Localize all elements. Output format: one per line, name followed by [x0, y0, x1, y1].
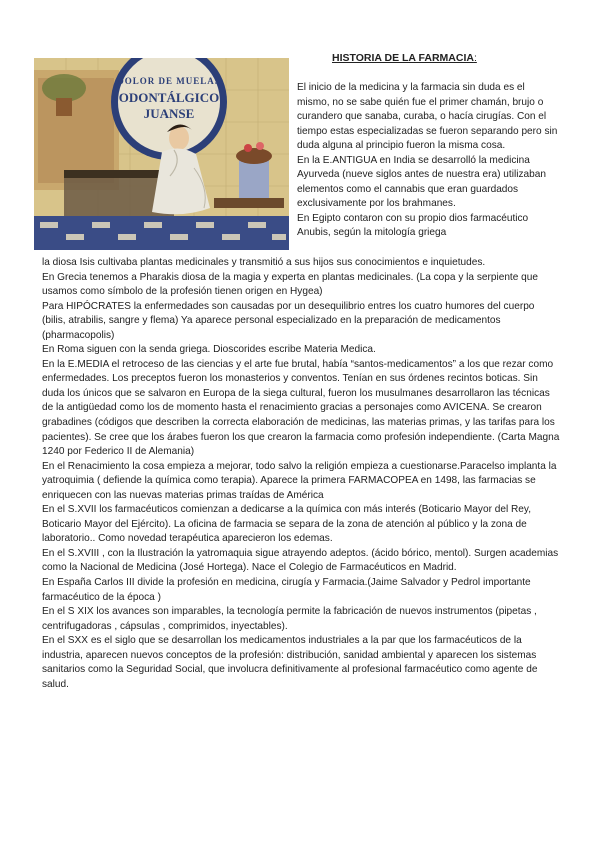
tile-advertisement-image: [34, 58, 289, 250]
intro-paragraph: En Egipto contaron con su propio dios farmacéutico Anubis, según la mitología griega: [297, 212, 529, 239]
body-paragraph: En Roma siguen con la senda griega. Dioscorides escribe Materia Medica.: [42, 344, 376, 356]
body-paragraph: En España Carlos III divide la profesión en medicina, cirugía y Farmacia.(Jaime Salvador y Pedrol importante farmacéutico de la época ): [42, 577, 531, 603]
body-paragraph: Para HIPÓCRATES la enfermedades son causadas por un desequilibrio entres los cuatro humores del cuerpo (bilis, atrabilis, sangre y flema) Ya aparece personal especializado en la preparación de medicamentos (pharmacopolis): [42, 300, 535, 341]
intro-text-column: [297, 81, 559, 241]
sign-line-3: JUANSE: [143, 106, 195, 121]
title-colon: :: [473, 52, 477, 64]
body-paragraph: En Grecia tenemos a Pharakis diosa de la magia y experta en plantas medicinales. (La copa y la serpiente que usamos como símbolo de la profesión tienen origen en Hygea): [42, 271, 538, 298]
main-body-text: [42, 256, 560, 692]
title-text: HISTORIA DE LA FARMACIA: [332, 52, 474, 64]
sign-line-2: ODONTÁLGICO: [118, 90, 220, 105]
intro-paragraph: El inicio de la medicina y la farmacia sin duda es el mismo, no se sabe quién fue el primer chamán, brujo o curandero que sanaba, curaba, o hacía cirugías. Con el tiempo estas especializadas se fueron separando pero sin duda alguna al principio fueron la misma cosa.: [297, 82, 558, 152]
body-paragraph: En el S.XVIII , con la Ilustración la yatromaquia sigue atrayendo adeptos. (ácido bórico, mentol). Surgen academias como la Nacional de Medicina (José Hortega). Nace el Colegio de Farmacéuticos en Madrid.: [42, 547, 559, 574]
document-title: [332, 52, 477, 64]
sign-text-group: [111, 58, 227, 156]
body-paragraph: En el Renacimiento la cosa empieza a mejorar, todo salvo la religión empieza a cuestionarse.Paracelso implanta la yatroquimia ( defiende la química como terapia). Aparece la primera FARMACOPEA en 1498, las farmacias se enriquecen con las nuevas materias primas traídas de América: [42, 460, 557, 501]
body-paragraph: En el S XIX los avances son imparables, la tecnología permite la fabricación de nuevos instrumentos (pipetas , centrifugadoras , cápsulas , comprimidos, inyectables).: [42, 606, 537, 632]
intro-paragraph: En la E.ANTIGUA en India se desarrolló la medicina Ayurveda (nueve siglos antes de nuestra era) utilizaban elementos como el cannabis que eran guardados exclusivamente por los brahmanes.: [297, 154, 546, 210]
body-paragraph: En la E.MEDIA el retroceso de las ciencias y el arte fue brutal, había “santos-medicamentos” a los que rezar como enfermedades. Los preceptos fueron los monasterios y conventos. Tenían en sus órdenes recintos boticas. Sin duda los únicos que se salvaron en Europa de la siega cultural, fueron los musulmanes desarrollaron las técnicas de la antigüedad como los de momento hasta el renacimiento gracias a personajes como AVICENA. Se crearon grabadines (códigos que describen la correcta elaboración de medicinas, las materias primas, y las tarifas para los pacientes). Se cree que los árabes fueron los que crearon la farmacia como profesión independiente. (Carta Magna 1240 por Federico II de Alemania): [42, 358, 560, 458]
sign-line-1: DOLOR DE MUELAS: [117, 76, 221, 86]
body-paragraph: En el S.XVII los farmacéuticos comienzan a dedicarse a la química con más interés (Boticario Mayor del Rey, Boticario Mayor del Ejército). La oficina de farmacia se separa de la zona de atención al público y la zona de laboratorio.. Como novedad terapéutica aparecieron los edemas.: [42, 504, 532, 545]
body-paragraph: En el SXX es el siglo que se desarrollan los medicamentos industriales a la par que los farmacéuticos de la industria, aparecen nuevos conceptos de la profesión: distribución, sanidad ambiental y aparecen los sistemas sanitarios como la Seguridad Social, que involucra definitivamente al profesional farmacéutico como agente de salud.: [42, 635, 538, 690]
body-paragraph: la diosa Isis cultivaba plantas medicinales y transmitió a sus hijos sus conocimientos e inquietudes.: [42, 257, 486, 268]
